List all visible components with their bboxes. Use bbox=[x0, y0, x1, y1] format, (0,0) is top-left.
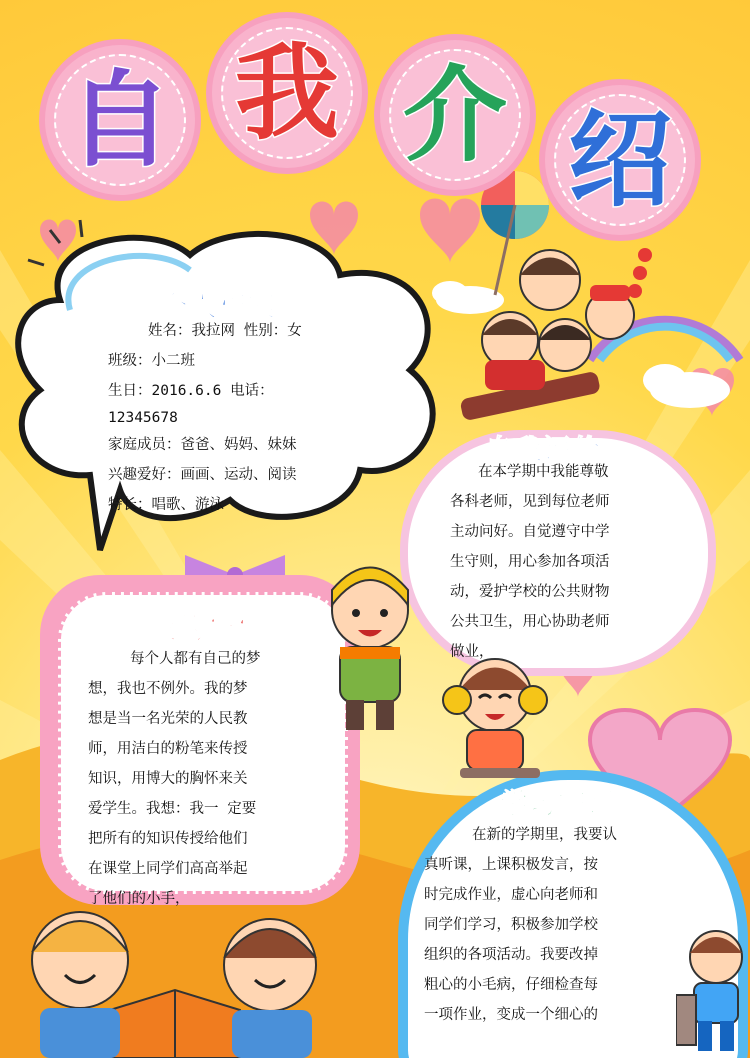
study-line: 真听课，上课积极发言，按 bbox=[424, 857, 598, 873]
profile-hobby-line: 兴趣爱好：画画、运动、阅读 bbox=[108, 467, 297, 483]
profile-heading: 个人档案 bbox=[160, 290, 277, 323]
study-line: 同学们学习，积极参加学校 bbox=[424, 917, 598, 933]
profile-family-line: 家庭成员：爸爸、妈妈、妹妹 bbox=[108, 437, 297, 453]
self-eval-line: 做业， bbox=[450, 644, 494, 660]
title-badge-1 bbox=[45, 45, 195, 195]
dream-line: 把所有的知识传授给他们 bbox=[88, 831, 248, 847]
study-line: 粗心的小毛病，仔细检查每 bbox=[424, 977, 598, 993]
dream-line: 每个人都有自己的梦 bbox=[130, 651, 261, 667]
self-eval-line: 在本学期中我能尊敬 bbox=[478, 464, 609, 480]
title-char: 自 bbox=[67, 58, 172, 181]
self-eval-line: 各科老师，见到每位老师 bbox=[450, 494, 610, 510]
kids-sled-illustration bbox=[440, 235, 660, 435]
study-line: 组织的各项活动。我要改掉 bbox=[424, 947, 598, 963]
painter-boy-illustration bbox=[676, 925, 750, 1058]
dream-line: 在课堂上同学们高高举起 bbox=[88, 861, 248, 877]
title-badge-4 bbox=[545, 85, 695, 235]
dream-text bbox=[88, 644, 348, 914]
title-badge-2 bbox=[212, 18, 362, 168]
dream-line: 想，我也不例外。我的梦 bbox=[88, 681, 248, 697]
title-char: 我 bbox=[234, 31, 339, 154]
dream-line: 想是当一名光荣的人民教 bbox=[88, 711, 248, 727]
profile-birth-line: 生日：2016.6.6 电话： bbox=[108, 383, 274, 399]
self-eval-line: 主动问好。自觉遵守中学 bbox=[450, 524, 610, 540]
profile-text bbox=[108, 316, 408, 520]
profile-phone: 12345678 bbox=[108, 410, 178, 426]
profile-talent-line: 特长：唱歌、游泳 bbox=[108, 497, 224, 513]
reading-kids-illustration bbox=[0, 890, 330, 1058]
dream-line: 师，用洁白的粉笔来传授 bbox=[88, 741, 248, 757]
dream-line: 爱学生。我想：我一 定要 bbox=[88, 801, 257, 817]
study-line: 在新的学期里，我要认 bbox=[472, 827, 617, 843]
title-char: 介 bbox=[402, 53, 507, 176]
title-char: 绍 bbox=[567, 98, 672, 221]
study-line: 时完成作业，虚心向老师和 bbox=[424, 887, 598, 903]
self-eval-text bbox=[450, 457, 710, 667]
dream-line: 知识，用博大的胸怀来关 bbox=[88, 771, 248, 787]
boy-illustration bbox=[310, 555, 430, 735]
self-eval-line: 动，爱护学校的公共财物 bbox=[450, 584, 610, 600]
title-badge-3 bbox=[380, 40, 530, 190]
study-line: 一项作业，变成一个细心的 bbox=[424, 1007, 598, 1023]
profile-class-line: 班级：小二班 bbox=[108, 353, 195, 369]
girl-illustration bbox=[435, 640, 555, 790]
self-eval-line: 生守则，用心参加各项活 bbox=[450, 554, 610, 570]
dream-line: 了他们的小手， bbox=[88, 891, 190, 907]
study-heading: 学习寄语 bbox=[500, 787, 617, 820]
profile-name-line: 姓名：我拉网 性别：女 bbox=[148, 323, 302, 339]
dream-heading: 我的梦想 bbox=[148, 612, 265, 645]
self-eval-heading: 自我评价 bbox=[485, 433, 602, 466]
self-eval-line: 公共卫生，用心协助老师 bbox=[450, 614, 610, 630]
